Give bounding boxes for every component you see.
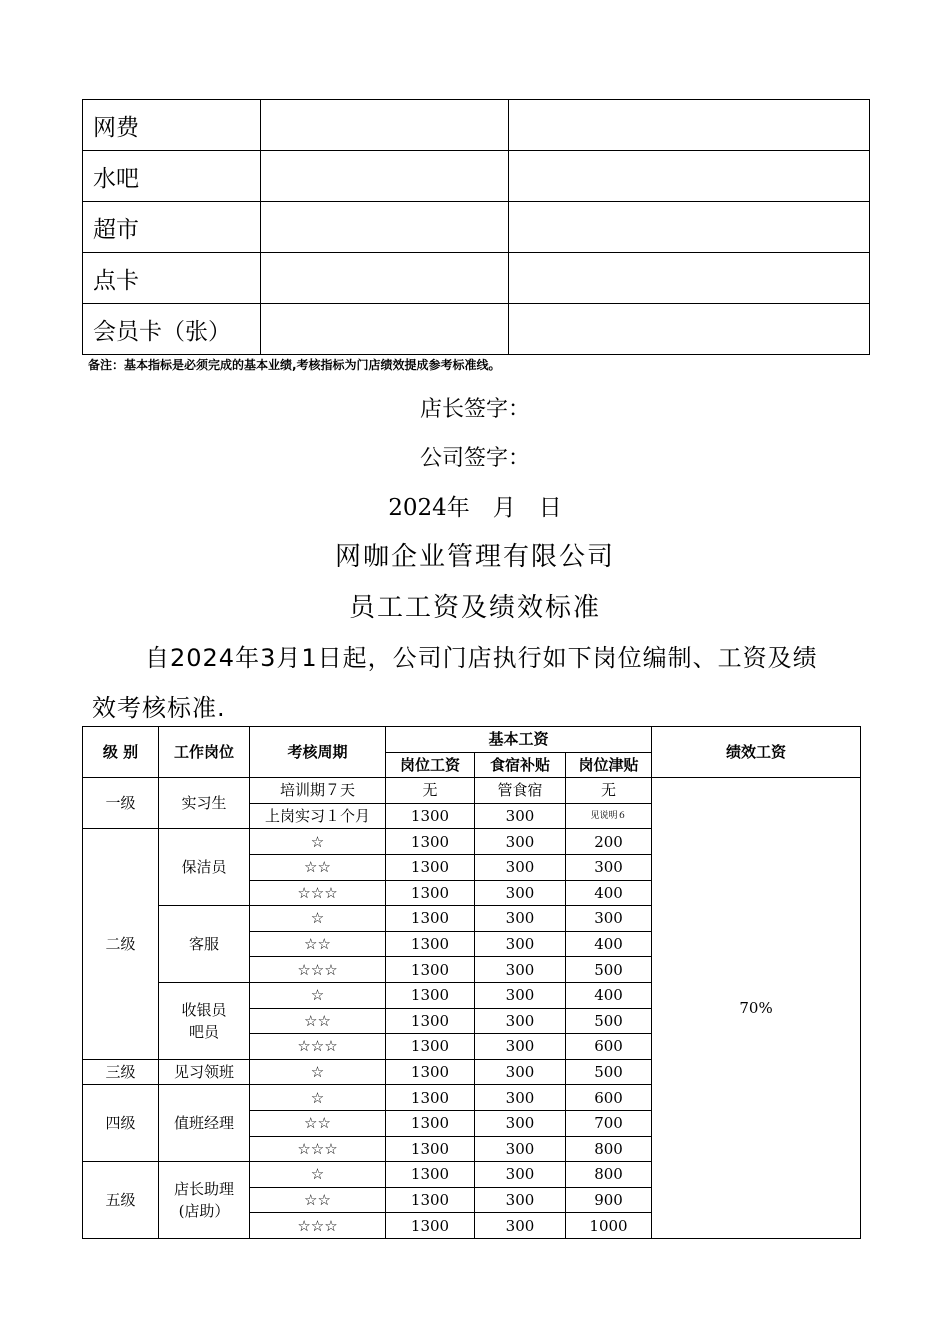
salary-table [82, 726, 861, 1239]
table-row [83, 304, 870, 355]
header-performance: 绩效工资 [652, 727, 861, 778]
cycle-cell: ☆ [250, 829, 386, 855]
position-cell [159, 1162, 250, 1239]
level-cell: 二级 [83, 829, 159, 1059]
target-cell [509, 253, 870, 304]
header-position: 工作岗位 [159, 727, 250, 778]
allowance-cell: 400 [566, 982, 652, 1008]
position-line: (店助） [178, 1201, 230, 1220]
allowance-cell: 500 [566, 957, 652, 983]
allowance-cell: 800 [566, 1136, 652, 1162]
target-cell [261, 202, 509, 253]
board-cell: 300 [475, 931, 566, 957]
allowance-cell: 1000 [566, 1213, 652, 1239]
board-cell: 300 [475, 1213, 566, 1239]
level-cell: 四级 [83, 1085, 159, 1162]
position-cell: 保洁员 [159, 829, 250, 906]
wage-cell: 无 [386, 778, 475, 804]
header-cycle: 考核周期 [250, 727, 386, 778]
level-cell: 一级 [83, 778, 159, 829]
target-cell [509, 151, 870, 202]
cycle-cell: ☆☆ [250, 1008, 386, 1034]
wage-cell: 1300 [386, 1162, 475, 1188]
header-board: 食宿补贴 [475, 752, 566, 778]
board-cell: 300 [475, 1008, 566, 1034]
board-cell: 300 [475, 1034, 566, 1060]
cycle-cell: ☆☆☆ [250, 1136, 386, 1162]
allowance-cell: 见说明６ [566, 803, 652, 829]
target-cell [509, 100, 870, 151]
wage-cell: 1300 [386, 854, 475, 880]
board-cell: 300 [475, 957, 566, 983]
level-cell: 三级 [83, 1059, 159, 1085]
target-cell [261, 100, 509, 151]
target-cell [261, 253, 509, 304]
board-cell: 300 [475, 803, 566, 829]
table-row [83, 778, 861, 804]
allowance-cell: 800 [566, 1162, 652, 1188]
cycle-cell: ☆☆☆ [250, 880, 386, 906]
position-cell: 值班经理 [159, 1085, 250, 1162]
wage-cell: 1300 [386, 803, 475, 829]
cycle-cell: 培训期７天 [250, 778, 386, 804]
cycle-cell: ☆ [250, 906, 386, 932]
target-cell [509, 202, 870, 253]
board-cell: 300 [475, 880, 566, 906]
table-row [83, 253, 870, 304]
allowance-cell: 600 [566, 1034, 652, 1060]
document-title: 员工工资及绩效标准 [348, 593, 601, 623]
target-table [82, 99, 870, 355]
cycle-cell: ☆ [250, 1162, 386, 1188]
wage-cell: 1300 [386, 880, 475, 906]
header-level: 级 别 [83, 727, 159, 778]
allowance-cell: 无 [566, 778, 652, 804]
cycle-cell: ☆ [250, 982, 386, 1008]
table-row [83, 202, 870, 253]
manager-signature: 店长签字： [419, 397, 530, 422]
row-label: 水吧 [83, 151, 261, 202]
target-cell [261, 304, 509, 355]
table-row [83, 100, 870, 151]
signature-date: 2024年 月 日 [388, 495, 562, 521]
wage-cell: 1300 [386, 982, 475, 1008]
cycle-cell: ☆☆☆ [250, 1213, 386, 1239]
cycle-cell: ☆☆ [250, 854, 386, 880]
wage-cell: 1300 [386, 1213, 475, 1239]
board-cell: 300 [475, 1162, 566, 1188]
target-cell [509, 304, 870, 355]
company-name: 网咖企业管理有限公司 [334, 542, 615, 572]
row-label: 会员卡（张） [83, 304, 261, 355]
position-cell: 客服 [159, 906, 250, 983]
board-cell: 管食宿 [475, 778, 566, 804]
header-allowance: 岗位津贴 [566, 752, 652, 778]
allowance-cell: 500 [566, 1059, 652, 1085]
board-cell: 300 [475, 1110, 566, 1136]
cycle-cell: ☆☆☆ [250, 957, 386, 983]
board-cell: 300 [475, 1187, 566, 1213]
board-cell: 300 [475, 1085, 566, 1111]
intro-paragraph-line1: 自2024年3月1日起，公司门店执行如下岗位编制、工资及绩 [145, 644, 818, 672]
allowance-cell: 300 [566, 854, 652, 880]
table-header-row [83, 727, 861, 753]
level-cell: 五级 [83, 1162, 159, 1239]
board-cell: 300 [475, 829, 566, 855]
wage-cell: 1300 [386, 1059, 475, 1085]
wage-cell: 1300 [386, 1085, 475, 1111]
target-cell [261, 151, 509, 202]
wage-cell: 1300 [386, 1008, 475, 1034]
board-cell: 300 [475, 854, 566, 880]
cycle-cell: ☆☆☆ [250, 1034, 386, 1060]
wage-cell: 1300 [386, 957, 475, 983]
wage-cell: 1300 [386, 1136, 475, 1162]
position-cell [159, 982, 250, 1059]
allowance-cell: 300 [566, 906, 652, 932]
cycle-cell: ☆☆ [250, 1187, 386, 1213]
position-line: 吧员 [188, 1022, 219, 1041]
board-cell: 300 [475, 1059, 566, 1085]
performance-cell: 70% [652, 778, 861, 1239]
cycle-cell: ☆ [250, 1085, 386, 1111]
wage-cell: 1300 [386, 1187, 475, 1213]
cycle-cell: 上岗实习１个月 [250, 803, 386, 829]
allowance-cell: 700 [566, 1110, 652, 1136]
row-label: 点卡 [83, 253, 261, 304]
allowance-cell: 400 [566, 880, 652, 906]
wage-cell: 1300 [386, 829, 475, 855]
cycle-cell: ☆☆ [250, 931, 386, 957]
wage-cell: 1300 [386, 931, 475, 957]
header-basic-wage: 基本工资 [386, 727, 652, 753]
table-row [83, 151, 870, 202]
wage-cell: 1300 [386, 1110, 475, 1136]
wage-cell: 1300 [386, 1034, 475, 1060]
header-post-wage: 岗位工资 [386, 752, 475, 778]
allowance-cell: 400 [566, 931, 652, 957]
row-label: 网费 [83, 100, 261, 151]
row-label: 超市 [83, 202, 261, 253]
cycle-cell: ☆ [250, 1059, 386, 1085]
board-cell: 300 [475, 982, 566, 1008]
allowance-cell: 900 [566, 1187, 652, 1213]
company-signature: 公司签字： [419, 446, 530, 471]
allowance-cell: 200 [566, 829, 652, 855]
position-cell: 见习领班 [159, 1059, 250, 1085]
cycle-cell: ☆☆ [250, 1110, 386, 1136]
wage-cell: 1300 [386, 906, 475, 932]
allowance-cell: 500 [566, 1008, 652, 1034]
intro-paragraph-line2: 效考核标准. [92, 694, 226, 722]
board-cell: 300 [475, 1136, 566, 1162]
table-note: 备注：基本指标是必须完成的基本业绩,考核指标为门店绩效提成参考标准线。 [88, 358, 501, 372]
position-cell: 实习生 [159, 778, 250, 829]
board-cell: 300 [475, 906, 566, 932]
position-line: 店长助理 [173, 1179, 234, 1198]
allowance-cell: 600 [566, 1085, 652, 1111]
position-line: 收银员 [181, 1000, 227, 1019]
